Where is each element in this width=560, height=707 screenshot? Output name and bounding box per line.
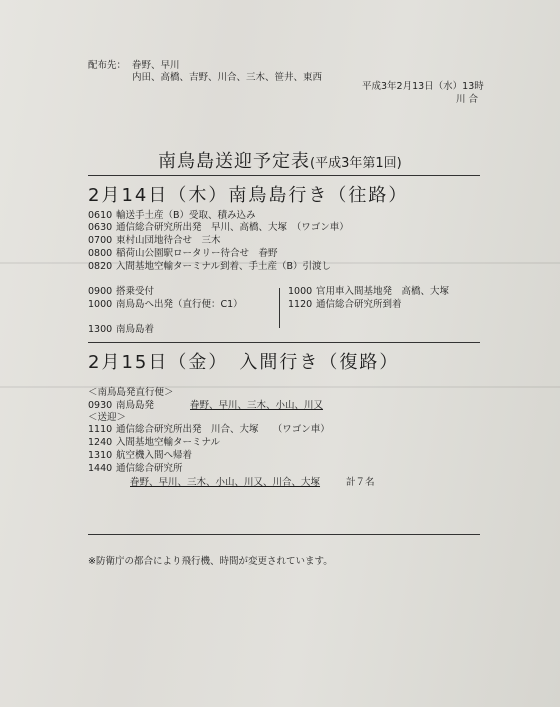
list-item: 1300 南鳥島着 [88, 324, 155, 335]
list-item: 0800 稲荷山公園駅ロータリー待合せ 眷野 [88, 248, 278, 259]
list-item: 0700 東村山団地待合せ 三木 [88, 235, 221, 246]
list-item: 0900 搭乗受付 [88, 286, 155, 297]
list-item: 1440 通信総合研究所 [88, 463, 183, 474]
title-rule [88, 175, 480, 176]
issue-author: 川 合 [456, 94, 479, 105]
title-sub: (平成3年第1回) [310, 156, 402, 171]
distribution-line-1: 眷野、早川 [132, 60, 180, 71]
outbound-heading: 2月14日（木）南鳥島行き（往路） [88, 185, 409, 206]
list-item: 1310 航空機入間へ帰着 [88, 450, 193, 461]
list-item: 0820 入間基地空輸ターミナル到着、手土産（B）引渡し [88, 261, 332, 272]
bottom-rule [88, 534, 480, 535]
section-rule [88, 342, 480, 343]
section-label: ＜送迎＞ [88, 412, 127, 423]
list-item: 1120 通信総合研究所到着 [288, 299, 402, 310]
list-item: 1240 入間基地空輸ターミナル [88, 437, 221, 448]
final-names: 眷野、早川、三木、小山、川又、川合、大塚 計７名 [130, 477, 375, 488]
section-label: ＜南鳥島発直行便＞ [88, 387, 174, 398]
list-item: 0630 通信総合研究所出発 早川、高橋、大塚 （ワゴン車） [88, 222, 349, 233]
list-item: 0930 南鳥島発 眷野、早川、三木、小山、川又 [88, 400, 324, 411]
paper-fold [0, 386, 560, 388]
list-item: 1000 南鳥島へ出発（直行便：C1） [88, 299, 243, 310]
list-item: 0610 輸送手土産（B）受取、積み込み [88, 210, 256, 221]
list-item: 1110 通信総合研究所出発 川合、大塚 （ワゴン車） [88, 424, 330, 435]
list-item: 1000 官用車入間基地発 高橋、大塚 [288, 286, 450, 297]
distribution-line-2: 内田、高橋、吉野、川合、三木、笹井、東西 [132, 72, 323, 83]
column-divider [279, 288, 280, 328]
footnote: ※防衛庁の都合により飛行機、時間が変更されています。 [88, 556, 333, 567]
distribution-label: 配布先： [88, 60, 127, 71]
return-heading: 2月15日（金） 入間行き（復路） [88, 352, 400, 373]
page-title [158, 147, 402, 173]
title-main: 南鳥島送迎予定表 [158, 151, 310, 172]
issue-date: 平成3年2月13日（水）13時 [362, 81, 484, 92]
